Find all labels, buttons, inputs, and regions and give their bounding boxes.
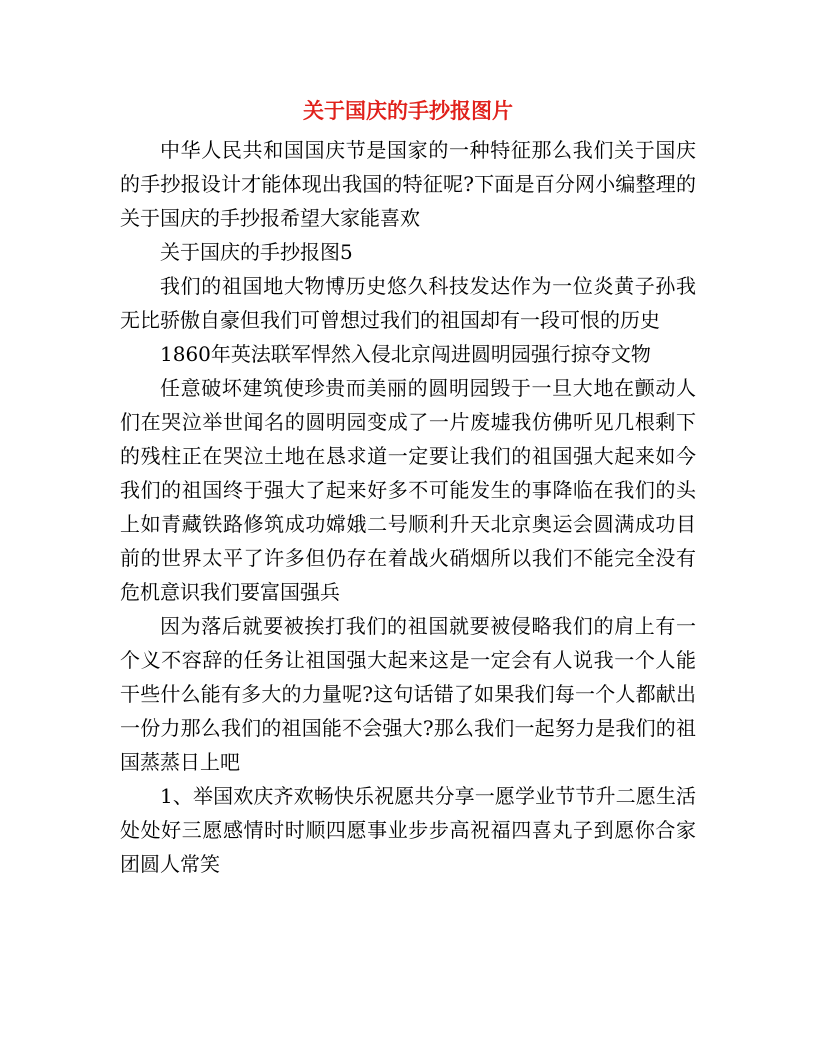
paragraph-yuanmingyuan: 任意破坏建筑使珍贵而美丽的圆明园毁于一旦大地在颤动人们在哭泣举世闻名的圆明园变成了一片废墟我仿佛听见几根剩下的残柱正在哭泣土地在恳求道一定要让我们的祖国强大起来如今我们的祖国终于强大了起来好多不可能发生的事降临在我们的头上如青藏铁路修筑成功嫦娥二号顺利升天北京奥运会圆满成功目前的世界太平了许多但仍存在着战火硝烟所以我们不能完全没有危机意识我们要富国强兵 xyxy=(120,376,696,604)
paragraph-history: 我们的祖国地大物博历史悠久科技发达作为一位炎黄子孙我无比骄傲自豪但我们可曾想过我们的祖国却有一段可恨的历史 xyxy=(120,274,696,332)
paragraph-intro: 中华人民共和国国庆节是国家的一种特征那么我们关于国庆的手抄报设计才能体现出我国的特征呢?下面是百分网小编整理的关于国庆的手抄报希望大家能喜欢 xyxy=(120,138,696,230)
paragraph-image-caption: 关于国庆的手抄报图5 xyxy=(160,240,353,264)
document-body xyxy=(120,133,696,881)
paragraph-blessing: 1、举国欢庆齐欢畅快乐祝愿共分享一愿学业节节升二愿生活处处好三愿感情时时顺四愿事业步步高祝福四喜丸子到愿你合家团圆人常笑 xyxy=(120,784,696,876)
paragraph-strength: 因为落后就要被挨打我们的祖国就要被侵略我们的肩上有一个义不容辞的任务让祖国强大起来这是一定会有人说我一个人能干些什么能有多大的力量呢?这句话错了如果我们每一个人都献出一份力那么我们的祖国能不会强大?那么我们一起努力是我们的祖国蒸蒸日上吧 xyxy=(120,614,696,774)
document-title: 关于国庆的手抄报图片 xyxy=(303,98,513,123)
paragraph-1860: 1860年英法联军悍然入侵北京闯进圆明园强行掠夺文物 xyxy=(160,342,651,366)
